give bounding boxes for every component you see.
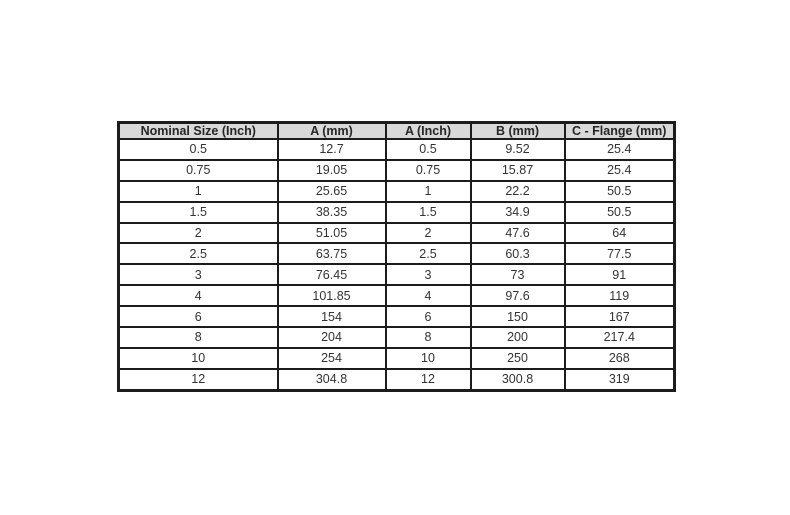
table-cell: 250 — [471, 348, 565, 369]
table-cell: 50.5 — [565, 202, 675, 223]
table-row — [119, 243, 675, 264]
table-cell: 150 — [471, 306, 565, 327]
table-row — [119, 306, 675, 327]
table-body — [119, 139, 675, 391]
table-cell: 1 — [386, 181, 471, 202]
column-header: Nominal Size (Inch) — [119, 123, 278, 140]
table-cell: 6 — [386, 306, 471, 327]
table-cell: 304.8 — [278, 369, 386, 391]
table-row — [119, 369, 675, 391]
table-cell: 167 — [565, 306, 675, 327]
table-cell: 25.4 — [565, 160, 675, 181]
column-header: A (Inch) — [386, 123, 471, 140]
table-cell: 268 — [565, 348, 675, 369]
table-cell: 6 — [119, 306, 278, 327]
table-cell: 1 — [119, 181, 278, 202]
table-cell: 217.4 — [565, 327, 675, 348]
table-cell: 50.5 — [565, 181, 675, 202]
table-cell: 34.9 — [471, 202, 565, 223]
table-cell: 12 — [386, 369, 471, 391]
table-cell: 77.5 — [565, 243, 675, 264]
table-cell: 0.75 — [119, 160, 278, 181]
table-row — [119, 285, 675, 306]
table-row — [119, 139, 675, 160]
table-cell: 15.87 — [471, 160, 565, 181]
table-cell: 101.85 — [278, 285, 386, 306]
table-row — [119, 202, 675, 223]
table-row — [119, 223, 675, 244]
table-cell: 8 — [386, 327, 471, 348]
table-cell: 10 — [386, 348, 471, 369]
table-cell: 12.7 — [278, 139, 386, 160]
table-cell: 3 — [386, 264, 471, 285]
table-cell: 19.05 — [278, 160, 386, 181]
table-cell: 4 — [386, 285, 471, 306]
table-cell: 60.3 — [471, 243, 565, 264]
table-cell: 10 — [119, 348, 278, 369]
table-cell: 0.5 — [119, 139, 278, 160]
table-cell: 73 — [471, 264, 565, 285]
table-cell: 119 — [565, 285, 675, 306]
table-cell: 0.75 — [386, 160, 471, 181]
table-cell: 47.6 — [471, 223, 565, 244]
flange-dimension-table — [117, 121, 676, 392]
table-row — [119, 160, 675, 181]
table-cell: 64 — [565, 223, 675, 244]
table-cell: 2.5 — [386, 243, 471, 264]
column-header: A (mm) — [278, 123, 386, 140]
table-cell: 2 — [119, 223, 278, 244]
table-row — [119, 264, 675, 285]
table-cell: 200 — [471, 327, 565, 348]
table-cell: 154 — [278, 306, 386, 327]
table-cell: 97.6 — [471, 285, 565, 306]
table-cell: 63.75 — [278, 243, 386, 264]
table-cell: 204 — [278, 327, 386, 348]
table-cell: 1.5 — [119, 202, 278, 223]
column-header: C - Flange (mm) — [565, 123, 675, 140]
table-cell: 38.35 — [278, 202, 386, 223]
table-cell: 254 — [278, 348, 386, 369]
table-cell: 300.8 — [471, 369, 565, 391]
table-cell: 25.65 — [278, 181, 386, 202]
table-cell: 319 — [565, 369, 675, 391]
table-cell: 9.52 — [471, 139, 565, 160]
table-cell: 1.5 — [386, 202, 471, 223]
table-cell: 2 — [386, 223, 471, 244]
table-cell: 4 — [119, 285, 278, 306]
table-cell: 91 — [565, 264, 675, 285]
table-cell: 12 — [119, 369, 278, 391]
table-row — [119, 181, 675, 202]
table-row — [119, 348, 675, 369]
table-cell: 22.2 — [471, 181, 565, 202]
table-header-row — [119, 123, 675, 140]
table-cell: 8 — [119, 327, 278, 348]
table-cell: 25.4 — [565, 139, 675, 160]
table-cell: 76.45 — [278, 264, 386, 285]
table-cell: 3 — [119, 264, 278, 285]
table-cell: 51.05 — [278, 223, 386, 244]
table-cell: 2.5 — [119, 243, 278, 264]
column-header: B (mm) — [471, 123, 565, 140]
table-cell: 0.5 — [386, 139, 471, 160]
table-row — [119, 327, 675, 348]
